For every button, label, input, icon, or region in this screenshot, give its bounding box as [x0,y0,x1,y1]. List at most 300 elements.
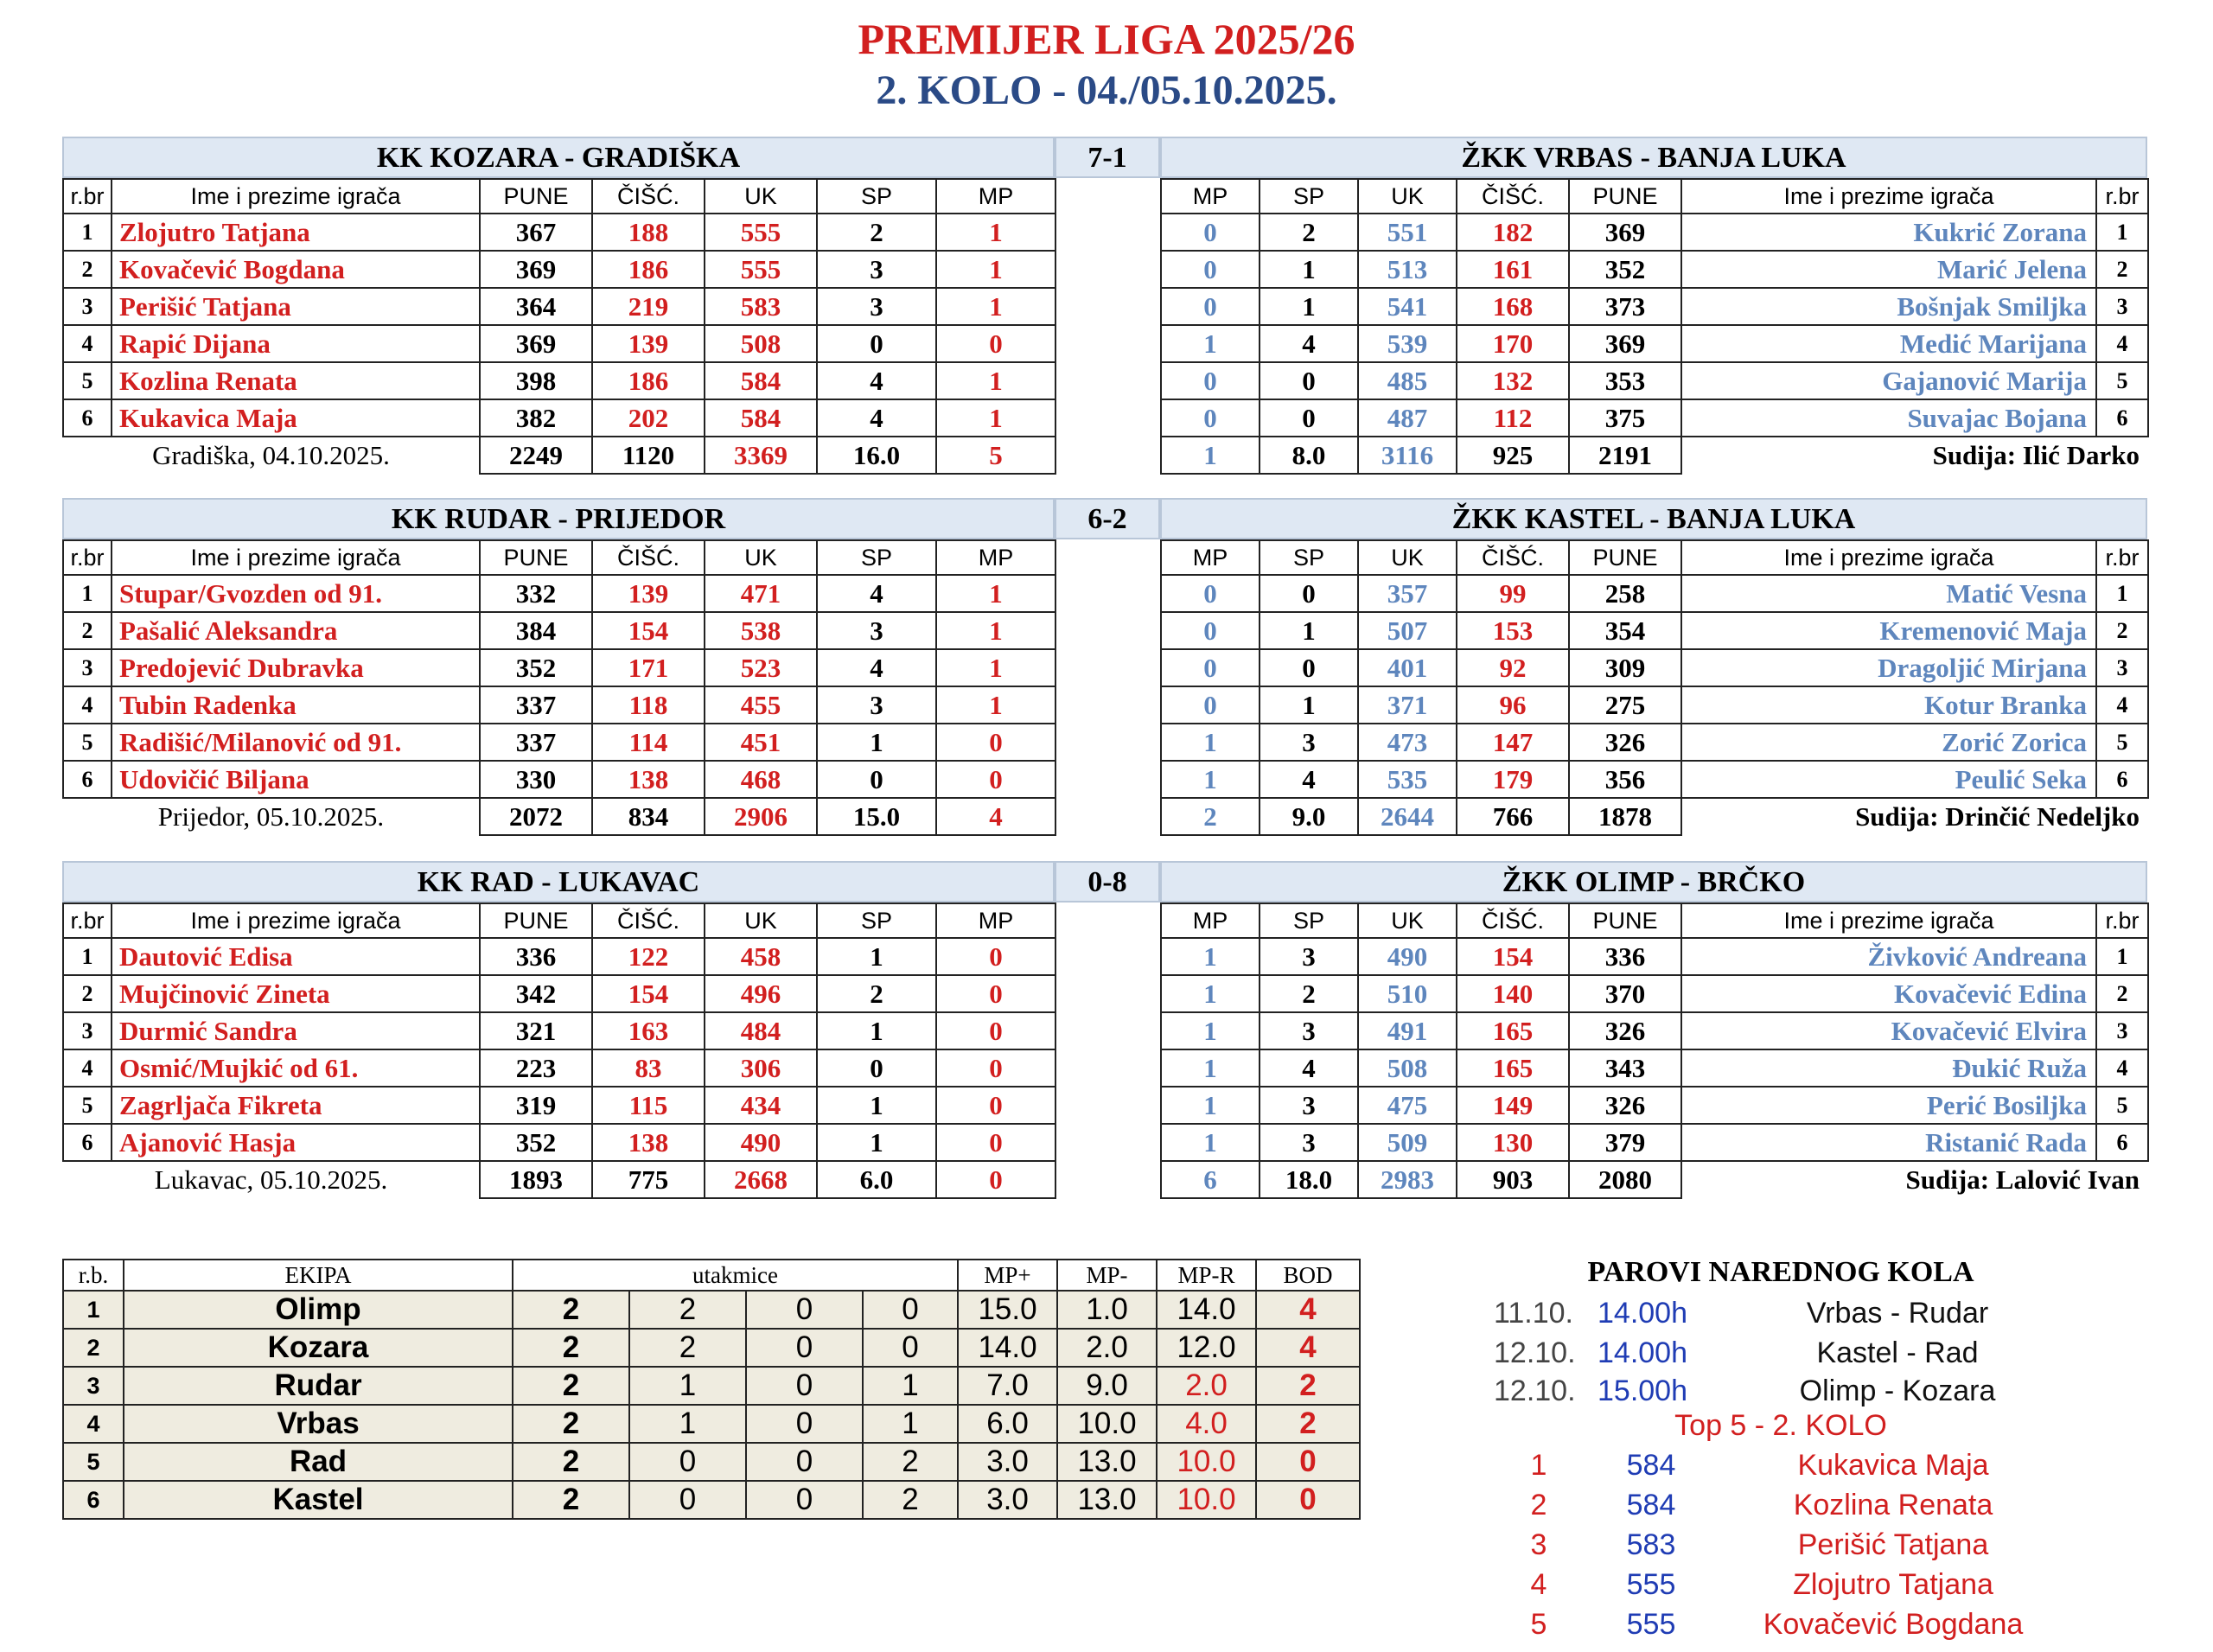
page-subtitle: 2. KOLO - 04./05.10.2025. [876,67,1337,113]
player-name: Ristanić Rada [1681,1124,2096,1161]
home-team-header: KK KOZARA - GRADIŠKA [62,137,1055,178]
player-rbr: 6 [63,399,112,437]
referee: Sudija: Ilić Darko [1932,440,2140,470]
player-row [1161,724,2148,761]
player-rbr: 6 [63,761,112,798]
standing-mp-plus: 15.0 [958,1291,1057,1329]
col-header-uk: UK [705,903,817,938]
player-uk: 401 [1358,649,1457,686]
player-name: Zorić Zorica [1681,724,2096,761]
column-header-row [1161,903,2148,938]
total-mp: 1 [1161,437,1260,474]
top5-score: 555 [1626,1608,1676,1641]
top5-rank: 3 [1530,1528,1547,1561]
player-pune: 382 [480,399,592,437]
player-mp: 1 [936,612,1055,649]
player-name: Radišić/Milanović od 91. [112,724,480,761]
col-header-pune: PUNE [480,179,592,214]
player-row [1161,1124,2148,1161]
player-sp: 2 [817,975,936,1012]
col-header-cisc: ČIŠĆ. [592,540,705,575]
player-uk: 473 [1358,724,1457,761]
player-cisc: 140 [1457,975,1569,1012]
top5-row [1470,1485,2092,1525]
player-pune: 321 [480,1012,592,1049]
standing-played: 2 [513,1443,629,1481]
player-name: Mujčinović Zineta [112,975,480,1012]
match-score: 0-8 [1055,861,1160,903]
standing-won: 1 [629,1367,746,1405]
player-cisc: 114 [592,724,705,761]
player-row [63,938,1055,975]
fixture-pair: Vrbas - Rudar [1806,1297,1989,1330]
player-rbr: 4 [2096,1049,2148,1087]
player-cisc: 161 [1457,251,1569,288]
player-name: Medić Marijana [1681,325,2096,362]
player-mp: 1 [1161,325,1260,362]
column-header-row [63,179,1055,214]
player-pune: 326 [1569,1012,1681,1049]
player-uk: 539 [1358,325,1457,362]
player-cisc: 219 [592,288,705,325]
standing-draw: 0 [746,1481,863,1519]
player-rbr: 2 [63,251,112,288]
player-sp: 3 [817,288,936,325]
col-header-mp: MP [936,179,1055,214]
standing-won: 0 [629,1443,746,1481]
standings-header-mp-minus: MP- [1057,1260,1157,1291]
match-place-date: Prijedor, 05.10.2025. [157,801,385,832]
player-mp: 1 [936,649,1055,686]
player-uk: 451 [705,724,817,761]
player-name: Gajanović Marija [1681,362,2096,399]
player-name: Durmić Sandra [112,1012,480,1049]
player-rbr: 3 [63,1012,112,1049]
player-pune: 354 [1569,612,1681,649]
top5-title: Top 5 - 2. KOLO [1674,1409,1887,1442]
col-header-mp: MP [1161,540,1260,575]
match-place-date: Gradiška, 04.10.2025. [152,440,390,470]
standing-mp-plus: 3.0 [958,1443,1057,1481]
standing-team: Kastel [124,1481,513,1519]
player-pune: 326 [1569,1087,1681,1124]
player-rbr: 6 [63,1124,112,1161]
standing-mp-minus: 10.0 [1057,1405,1157,1443]
col-header-rbr: r.br [63,903,112,938]
fixture-date: 12.10. [1494,1336,1576,1369]
col-header-cisc: ČIŠĆ. [1457,540,1569,575]
player-uk: 541 [1358,288,1457,325]
player-pune: 352 [480,649,592,686]
col-header-sp: SP [817,179,936,214]
home-team-header: KK RUDAR - PRIJEDOR [62,498,1055,539]
standings-header-row [63,1260,1360,1291]
page-title: PREMIJER LIGA 2025/26 [858,15,1355,63]
total-cisc: 766 [1457,798,1569,835]
player-name: Suvajac Bojana [1681,399,2096,437]
player-row [63,214,1055,251]
player-pune: 332 [480,575,592,612]
player-sp: 3 [1260,1124,1358,1161]
player-mp: 0 [1161,399,1260,437]
player-pune: 343 [1569,1049,1681,1087]
match-block-2 [62,498,2147,837]
player-pune: 352 [1569,251,1681,288]
player-uk: 508 [1358,1049,1457,1087]
away-total-row [1161,798,2148,835]
player-rbr: 4 [63,325,112,362]
fixture-pair: Kastel - Rad [1816,1336,1979,1369]
col-header-rbr: r.br [2096,540,2148,575]
player-cisc: 92 [1457,649,1569,686]
player-cisc: 182 [1457,214,1569,251]
player-mp: 0 [936,1049,1055,1087]
player-sp: 1 [817,1012,936,1049]
player-rbr: 3 [2096,288,2148,325]
total-cisc: 775 [592,1161,705,1198]
player-mp: 0 [936,1087,1055,1124]
player-uk: 507 [1358,612,1457,649]
player-rbr: 4 [63,1049,112,1087]
standing-mp-r: 12.0 [1157,1329,1256,1367]
player-sp: 4 [1260,325,1358,362]
player-uk: 496 [705,975,817,1012]
player-pune: 309 [1569,649,1681,686]
standing-lost: 0 [863,1329,958,1367]
player-uk: 555 [705,214,817,251]
player-name: Kremenović Maja [1681,612,2096,649]
player-mp: 1 [1161,1124,1260,1161]
top5-score: 584 [1626,1489,1676,1521]
player-mp: 1 [936,575,1055,612]
col-header-cisc: ČIŠĆ. [592,903,705,938]
player-pune: 384 [480,612,592,649]
player-uk: 487 [1358,399,1457,437]
player-rbr: 5 [2096,1087,2148,1124]
total-mp: 6 [1161,1161,1260,1198]
player-row [63,288,1055,325]
fixture-date: 12.10. [1494,1375,1576,1407]
total-sp: 16.0 [817,437,936,474]
player-pune: 336 [480,938,592,975]
player-sp: 3 [817,251,936,288]
player-mp: 0 [1161,686,1260,724]
standing-mp-minus: 13.0 [1057,1443,1157,1481]
standing-draw: 0 [746,1405,863,1443]
player-rbr: 2 [63,612,112,649]
player-name: Kotur Branka [1681,686,2096,724]
player-row [1161,761,2148,798]
player-name: Marić Jelena [1681,251,2096,288]
total-uk: 2906 [705,798,817,835]
player-uk: 491 [1358,1012,1457,1049]
player-row [63,1124,1055,1161]
top5-name: Perišić Tatjana [1797,1528,1989,1561]
standing-played: 2 [513,1291,629,1329]
player-rbr: 5 [2096,362,2148,399]
player-row [1161,975,2148,1012]
standing-draw: 0 [746,1291,863,1329]
player-cisc: 138 [592,761,705,798]
match-block-3 [62,861,2147,1200]
player-name: Stupar/Gvozden od 91. [112,575,480,612]
player-sp: 4 [817,362,936,399]
top5-name: Zlojutro Tatjana [1793,1568,1993,1601]
fixture-time: 15.00h [1598,1375,1687,1407]
player-row [1161,649,2148,686]
player-mp: 0 [1161,612,1260,649]
player-name: Rapić Dijana [112,325,480,362]
player-mp: 1 [936,399,1055,437]
player-rbr: 5 [63,724,112,761]
player-cisc: 154 [592,612,705,649]
player-sp: 4 [817,399,936,437]
player-sp: 1 [817,1087,936,1124]
player-cisc: 188 [592,214,705,251]
total-uk: 3116 [1358,437,1457,474]
player-uk: 538 [705,612,817,649]
away-team-header: ŽKK OLIMP - BRČKO [1160,861,2147,903]
player-rbr: 6 [2096,761,2148,798]
player-row [63,1049,1055,1087]
player-rbr: 1 [2096,938,2148,975]
player-mp: 1 [1161,761,1260,798]
player-sp: 1 [817,1124,936,1161]
col-header-sp: SP [1260,179,1358,214]
player-row [63,724,1055,761]
home-total-row [63,798,1055,835]
player-row [63,686,1055,724]
away-team-header: ŽKK KASTEL - BANJA LUKA [1160,498,2147,539]
away-players-table [1160,539,2149,836]
col-header-uk: UK [705,179,817,214]
col-header-rbr: r.br [2096,903,2148,938]
player-uk: 523 [705,649,817,686]
player-row [63,362,1055,399]
player-uk: 584 [705,399,817,437]
player-pune: 367 [480,214,592,251]
standing-won: 2 [629,1329,746,1367]
standing-team: Kozara [124,1329,513,1367]
player-name: Đukić Ruža [1681,1049,2096,1087]
player-name: Kovačević Bogdana [112,251,480,288]
player-pune: 370 [1569,975,1681,1012]
match-score: 6-2 [1055,498,1160,539]
col-header-name: Ime i prezime igrača [112,903,480,938]
player-rbr: 4 [2096,325,2148,362]
col-header-pune: PUNE [480,903,592,938]
standing-points: 0 [1256,1443,1360,1481]
player-name: Dautović Edisa [112,938,480,975]
col-header-uk: UK [1358,540,1457,575]
player-uk: 475 [1358,1087,1457,1124]
player-row [63,325,1055,362]
player-row [1161,251,2148,288]
col-header-sp: SP [1260,540,1358,575]
standings-row [63,1443,1360,1481]
player-row [1161,575,2148,612]
standing-mp-r: 10.0 [1157,1481,1256,1519]
home-players-table [62,178,1056,475]
player-name: Kukavica Maja [112,399,480,437]
total-sp: 8.0 [1260,437,1358,474]
standing-rank: 1 [63,1291,124,1329]
standing-lost: 2 [863,1481,958,1519]
standing-rank: 3 [63,1367,124,1405]
player-cisc: 149 [1457,1087,1569,1124]
standings-row [63,1329,1360,1367]
player-uk: 455 [705,686,817,724]
player-row [1161,938,2148,975]
standing-won: 2 [629,1291,746,1329]
player-pune: 337 [480,724,592,761]
player-sp: 1 [1260,288,1358,325]
standings-header-mp-r: MP-R [1157,1260,1256,1291]
player-uk: 458 [705,938,817,975]
standings-row [63,1291,1360,1329]
standing-rank: 4 [63,1405,124,1443]
player-pune: 258 [1569,575,1681,612]
player-cisc: 147 [1457,724,1569,761]
player-sp: 3 [1260,1012,1358,1049]
player-sp: 1 [817,724,936,761]
top5-name: Kovačević Bogdana [1763,1608,2024,1641]
player-row [1161,1049,2148,1087]
player-cisc: 130 [1457,1124,1569,1161]
player-cisc: 163 [592,1012,705,1049]
col-header-sp: SP [1260,903,1358,938]
standing-mp-r: 4.0 [1157,1405,1256,1443]
player-pune: 319 [480,1087,592,1124]
total-uk: 2983 [1358,1161,1457,1198]
total-pune: 2080 [1569,1161,1681,1198]
col-header-uk: UK [1358,179,1457,214]
player-rbr: 1 [63,214,112,251]
player-name: Predojević Dubravka [112,649,480,686]
player-cisc: 168 [1457,288,1569,325]
col-header-rbr: r.br [63,179,112,214]
total-cisc: 1120 [592,437,705,474]
player-name: Perišić Tatjana [112,288,480,325]
player-rbr: 5 [63,362,112,399]
player-uk: 490 [1358,938,1457,975]
player-mp: 0 [1161,575,1260,612]
player-rbr: 1 [63,575,112,612]
standing-played: 2 [513,1405,629,1443]
player-uk: 583 [705,288,817,325]
player-mp: 0 [936,938,1055,975]
col-header-cisc: ČIŠĆ. [1457,179,1569,214]
standing-mp-plus: 7.0 [958,1367,1057,1405]
player-name: Kovačević Edina [1681,975,2096,1012]
player-cisc: 202 [592,399,705,437]
player-name: Ajanović Hasja [112,1124,480,1161]
total-mp: 5 [936,437,1055,474]
col-header-rbr: r.br [2096,179,2148,214]
player-pune: 364 [480,288,592,325]
player-row [63,612,1055,649]
player-cisc: 138 [592,1124,705,1161]
player-mp: 0 [936,1012,1055,1049]
player-rbr: 1 [2096,214,2148,251]
col-header-name: Ime i prezime igrača [112,179,480,214]
player-sp: 3 [817,686,936,724]
player-pune: 275 [1569,686,1681,724]
standing-rank: 6 [63,1481,124,1519]
player-sp: 2 [817,214,936,251]
player-rbr: 6 [2096,399,2148,437]
player-pune: 326 [1569,724,1681,761]
home-players-table [62,539,1056,836]
top5-rank: 1 [1530,1449,1547,1482]
player-mp: 1 [936,362,1055,399]
standing-won: 1 [629,1405,746,1443]
player-pune: 223 [480,1049,592,1087]
player-cisc: 153 [1457,612,1569,649]
player-pune: 369 [480,325,592,362]
column-header-row [63,903,1055,938]
player-rbr: 5 [2096,724,2148,761]
total-uk: 3369 [705,437,817,474]
player-row [1161,362,2148,399]
player-rbr: 2 [63,975,112,1012]
col-header-mp: MP [936,540,1055,575]
player-mp: 1 [1161,975,1260,1012]
player-sp: 0 [817,325,936,362]
standings-table [62,1259,1361,1520]
player-row [1161,686,2148,724]
top5-name: Kukavica Maja [1797,1449,1989,1482]
player-uk: 510 [1358,975,1457,1012]
player-uk: 513 [1358,251,1457,288]
player-uk: 584 [705,362,817,399]
standing-mp-minus: 1.0 [1057,1291,1157,1329]
player-pune: 342 [480,975,592,1012]
player-mp: 0 [936,761,1055,798]
standing-lost: 1 [863,1367,958,1405]
player-cisc: 171 [592,649,705,686]
player-cisc: 115 [592,1087,705,1124]
player-name: Tubin Radenka [112,686,480,724]
player-sp: 1 [1260,251,1358,288]
player-uk: 555 [705,251,817,288]
top5-score: 583 [1626,1528,1676,1561]
home-total-row [63,1161,1055,1198]
player-mp: 0 [1161,251,1260,288]
player-name: Živković Andreana [1681,938,2096,975]
player-row [63,399,1055,437]
player-pune: 375 [1569,399,1681,437]
player-rbr: 4 [63,686,112,724]
player-mp: 1 [1161,1012,1260,1049]
referee: Sudija: Lalović Ivan [1905,1164,2140,1195]
player-sp: 4 [1260,761,1358,798]
away-total-row [1161,1161,2148,1198]
match-place-date: Lukavac, 05.10.2025. [154,1164,388,1195]
player-rbr: 4 [2096,686,2148,724]
standing-lost: 0 [863,1291,958,1329]
total-pune: 2191 [1569,437,1681,474]
player-name: Zlojutro Tatjana [112,214,480,251]
player-pune: 330 [480,761,592,798]
player-cisc: 99 [1457,575,1569,612]
player-cisc: 118 [592,686,705,724]
player-name: Kozlina Renata [112,362,480,399]
player-uk: 371 [1358,686,1457,724]
top5-row [1470,1604,2092,1644]
col-header-sp: SP [817,903,936,938]
standing-lost: 1 [863,1405,958,1443]
